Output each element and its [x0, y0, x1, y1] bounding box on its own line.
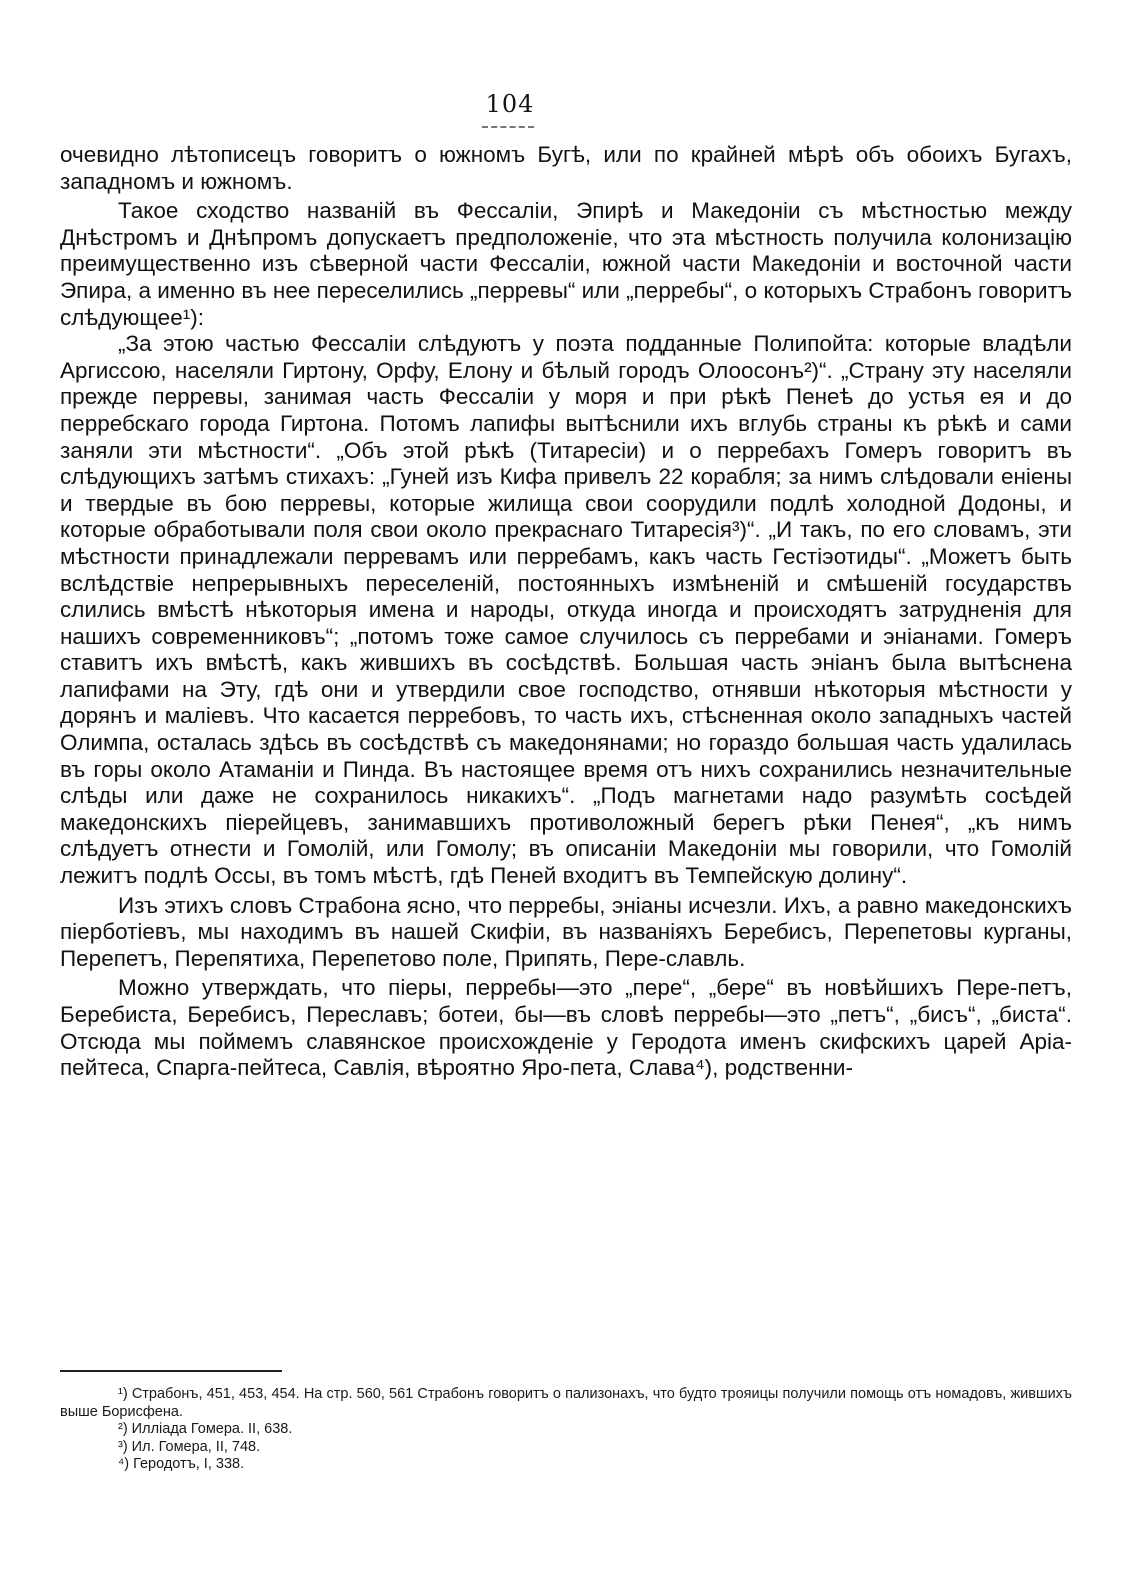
paragraph-3-quotation: „За этою частью Фессаліи слѣдуютъ у поэта подданные Полипойта: которые владѣли Аргиссою, населяли Гиртону, Орфу, Елону и бѣлый городъ Олоосонъ²)“. „Страну эту населяли прежде перревы, занимая часть Фессаліи у моря и при рѣкѣ Пенеѣ до устья ея и до перребскаго города Гиртона. Потомъ лапифы вытѣснили ихъ вглубь страны къ рѣкѣ и сами заняли эти мѣстности“. „Объ этой рѣкѣ (Титаресіи) и о перребахъ Гомеръ говоритъ въ слѣдующихъ затѣмъ стихахъ: „Гуней изъ Кифа привелъ 22 корабля; за нимъ слѣдовали еніены и твердые въ бою перревы, которые жилища свои соорудили подлѣ холодной Додоны, и которые обработывали поля свои около прекраснаго Титаресія³)“. „И такъ, по его словамъ, эти мѣстности принадлежали перревамъ или перребамъ, какъ часть Гестіэотиды“. „Можетъ быть вслѣдствіе непрерывныхъ переселеній, постоянныхъ измѣненій и смѣшеній государствъ слились вмѣстѣ нѣкоторыя имена и народы, откуда иногда и происходятъ затрудненія для нашихъ современниковъ“; „потомъ тоже самое случилось съ перребами и эніанами. Гомеръ ставитъ ихъ вмѣстѣ, какъ жившихъ въ сосѣдствѣ. Большая часть эніанъ была вытѣснена лапифами на Эту, гдѣ они и утвердили свое господство, отнявши нѣкоторыя мѣстности у дорянъ и маліевъ. Что касается перребовъ, то часть ихъ, стѣсненная около западныхъ частей Олимпа, осталась здѣсь въ сосѣдствѣ съ македонянами; но гораздо большая часть удалилась въ горы около Атаманіи и Пинда. Въ настоящее время отъ нихъ сохранились незначительные слѣды или даже не сохранилось никакихъ“. „Подъ магнетами надо разумѣть сосѣдей македонскихъ піерейцевъ, занимавшихъ противоложный берегъ рѣки Пенея“, „къ нимъ слѣдуетъ отнести и Гомолій, или Гомолу; въ описаніи Македоніи мы говорили, что Гомолій лежитъ подлѣ Оссы, въ томъ мѣстѣ, гдѣ Пеней входитъ въ Темпейскую долину“.	[60, 331, 1072, 889]
footnote-4: ⁴) Геродотъ, I, 338.	[118, 1456, 245, 1472]
paragraph-1: очевидно лѣтописецъ говоритъ о южномъ Бугѣ, или по крайней мѣрѣ объ обоихъ Бугахъ, западномъ и южномъ.	[60, 142, 1072, 194]
page-number-underline	[482, 126, 534, 128]
body-text	[60, 142, 1072, 1082]
paragraph-4: Изъ этихъ словъ Страбона ясно, что перребы, эніаны исчезли. Ихъ, а равно македонскихъ піерботіевъ, мы находимъ въ нашей Скифіи, въ названіяхъ Беребисъ, Перепетовы курганы, Перепетъ, Перепятиха, Перепетово поле, Припять, Пере-славль.	[60, 892, 1072, 971]
paragraph-5: Можно утверждать, что піеры, перребы—это „пере“, „бере“ въ новѣйшихъ Пере-петъ, Беребиста, Беребисъ, Переславъ; ботеи, бы—въ словѣ перребы—это „петъ“, „бисъ“, „биста“. Отсюда мы поймемъ славянское происхожденіе у Геродота именъ скифскихъ царей Аріа-пейтеса, Спарга-пейтеса, Савлія, вѣроятно Яро-пета, Слава⁴), родственни-	[60, 975, 1072, 1081]
footnote-2: ²) Илліада Гомера. II, 638.	[118, 1421, 293, 1437]
footnote-1: ¹) Страбонъ, 451, 453, 454. На стр. 560, 561 Страбонъ говоритъ о пализонахъ, что будто трояицы получили помощь отъ номадовъ, жившихъ выше Борисфена.	[60, 1386, 1072, 1420]
footnote-3: ³) Ил. Гомера, II, 748.	[118, 1438, 261, 1455]
footnote-separator	[60, 1370, 282, 1372]
page-number: 104	[485, 90, 535, 118]
paragraph-2: Такое сходство названій въ Фессаліи, Эпирѣ и Македоніи съ мѣстностью между Днѣстромъ и Днѣпромъ допускаетъ предположеніе, что эта мѣстность получила колонизацію преимущественно изъ сѣверной части Фессаліи, южной части Македоніи и восточной части Эпира, а именно въ нее переселились „перревы“ или „перребы“, о которыхъ Страбонъ говоритъ слѣдующее¹):	[60, 198, 1072, 330]
footnotes	[60, 1386, 1072, 1474]
